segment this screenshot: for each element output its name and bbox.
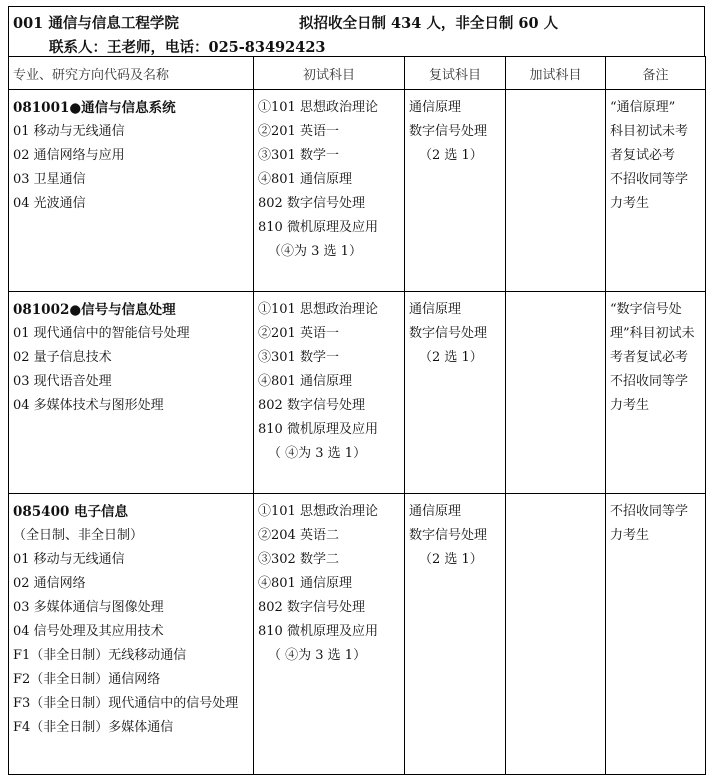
- major-cell: [9, 90, 254, 292]
- enrollment-quota: 拟招收全日制 434 人，非全日制 60 人: [299, 15, 559, 32]
- col-header-major: 专业、研究方向代码及名称: [9, 57, 254, 90]
- exam-subject: 802 数字信号处理: [258, 600, 365, 615]
- research-direction: （全日制、非全日制）: [13, 528, 144, 543]
- note-line: 力考生: [610, 528, 650, 543]
- exam-cell: [254, 292, 405, 494]
- retest-subject: （2 选 1）: [419, 148, 483, 163]
- exam-subject: （④为 3 选 1）: [268, 244, 362, 259]
- exam-subject: ②201 英语一: [258, 124, 339, 139]
- exam-subject: ③301 数学一: [258, 148, 339, 163]
- note-line: “数字信号处: [610, 302, 682, 317]
- major-title: 085400 电子信息: [13, 504, 129, 520]
- exam-subject: ②201 英语一: [258, 326, 339, 341]
- retest-cell: [405, 494, 506, 775]
- note-cell: [606, 292, 706, 494]
- exam-subject: （ ④为 3 选 1）: [268, 648, 367, 663]
- table-row: [9, 90, 706, 292]
- research-direction: F4（非全日制）多媒体通信: [13, 720, 174, 735]
- research-direction: 04 光波通信: [13, 196, 86, 211]
- exam-subject: ③301 数学一: [258, 350, 339, 365]
- retest-subject: 通信原理: [409, 504, 462, 519]
- research-direction: 03 卫星通信: [13, 172, 86, 187]
- research-direction: 02 通信网络与应用: [13, 148, 125, 163]
- note-line: 不招收同等学: [610, 504, 689, 519]
- retest-subject: 通信原理: [409, 302, 462, 317]
- exam-cell: [254, 90, 405, 292]
- research-direction: 03 现代语音处理: [13, 374, 112, 389]
- school-header: [8, 6, 705, 56]
- retest-subject: （2 选 1）: [419, 350, 483, 365]
- retest-subject: 数字信号处理: [409, 326, 488, 341]
- major-cell: [9, 292, 254, 494]
- retest-cell: [405, 292, 506, 494]
- note-line: “通信原理”: [610, 100, 676, 115]
- note-line: 力考生: [610, 398, 650, 413]
- extra-cell: [506, 494, 606, 775]
- major-cell: [9, 494, 254, 775]
- table-header-row: [9, 57, 706, 90]
- exam-subject: ④801 通信原理: [258, 576, 352, 591]
- retest-subject: 数字信号处理: [409, 124, 488, 139]
- research-direction: F3（非全日制）现代通信中的信号处理: [13, 696, 239, 711]
- note-cell: [606, 90, 706, 292]
- exam-subject: 810 微机原理及应用: [258, 220, 378, 235]
- exam-subject: ②204 英语二: [258, 528, 339, 543]
- exam-subject: 802 数字信号处理: [258, 196, 365, 211]
- exam-subject: （ ④为 3 选 1）: [268, 446, 367, 461]
- major-title: 081001●通信与信息系统: [13, 100, 176, 116]
- research-direction: 02 量子信息技术: [13, 350, 112, 365]
- research-direction: F2（非全日制）通信网络: [13, 672, 161, 687]
- table-row: [9, 292, 706, 494]
- note-line: 者复试必考: [610, 148, 676, 163]
- exam-subject: ①101 思想政治理论: [258, 302, 378, 317]
- research-direction: 04 信号处理及其应用技术: [13, 624, 164, 639]
- research-direction: 01 现代通信中的智能信号处理: [13, 326, 190, 341]
- program-table: [8, 56, 706, 775]
- note-line: 力考生: [610, 196, 650, 211]
- exam-cell: [254, 494, 405, 775]
- research-direction: 01 移动与无线通信: [13, 124, 125, 139]
- retest-subject: 通信原理: [409, 100, 462, 115]
- exam-subject: 810 微机原理及应用: [258, 624, 378, 639]
- exam-subject: ④801 通信原理: [258, 374, 352, 389]
- col-header-extra: 加试科目: [506, 57, 606, 90]
- note-line: 理”科目初试未: [610, 326, 695, 341]
- col-header-exam: 初试科目: [254, 57, 405, 90]
- col-header-note: 备注: [606, 57, 706, 90]
- retest-subject: 数字信号处理: [409, 528, 488, 543]
- note-line: 不招收同等学: [610, 172, 689, 187]
- exam-subject: ③302 数学二: [258, 552, 339, 567]
- col-header-retest: 复试科目: [405, 57, 506, 90]
- retest-subject: （2 选 1）: [419, 552, 483, 567]
- contact-info: 联系人：王老师，电话：025-83492423: [49, 39, 326, 56]
- research-direction: 04 多媒体技术与图形处理: [13, 398, 164, 413]
- research-direction: 02 通信网络: [13, 576, 86, 591]
- school-name: 001 通信与信息工程学院: [13, 15, 179, 32]
- retest-cell: [405, 90, 506, 292]
- extra-cell: [506, 292, 606, 494]
- note-cell: [606, 494, 706, 775]
- exam-subject: ④801 通信原理: [258, 172, 352, 187]
- exam-subject: ①101 思想政治理论: [258, 504, 378, 519]
- exam-subject: 810 微机原理及应用: [258, 422, 378, 437]
- note-line: 不招收同等学: [610, 374, 689, 389]
- note-line: 考者复试必考: [610, 350, 689, 365]
- major-title: 081002●信号与信息处理: [13, 302, 176, 318]
- research-direction: 01 移动与无线通信: [13, 552, 125, 567]
- research-direction: F1（非全日制）无线移动通信: [13, 648, 187, 663]
- extra-cell: [506, 90, 606, 292]
- exam-subject: 802 数字信号处理: [258, 398, 365, 413]
- research-direction: 03 多媒体通信与图像处理: [13, 600, 164, 615]
- exam-subject: ①101 思想政治理论: [258, 100, 378, 115]
- note-line: 科目初试未考: [610, 124, 689, 139]
- table-row: [9, 494, 706, 775]
